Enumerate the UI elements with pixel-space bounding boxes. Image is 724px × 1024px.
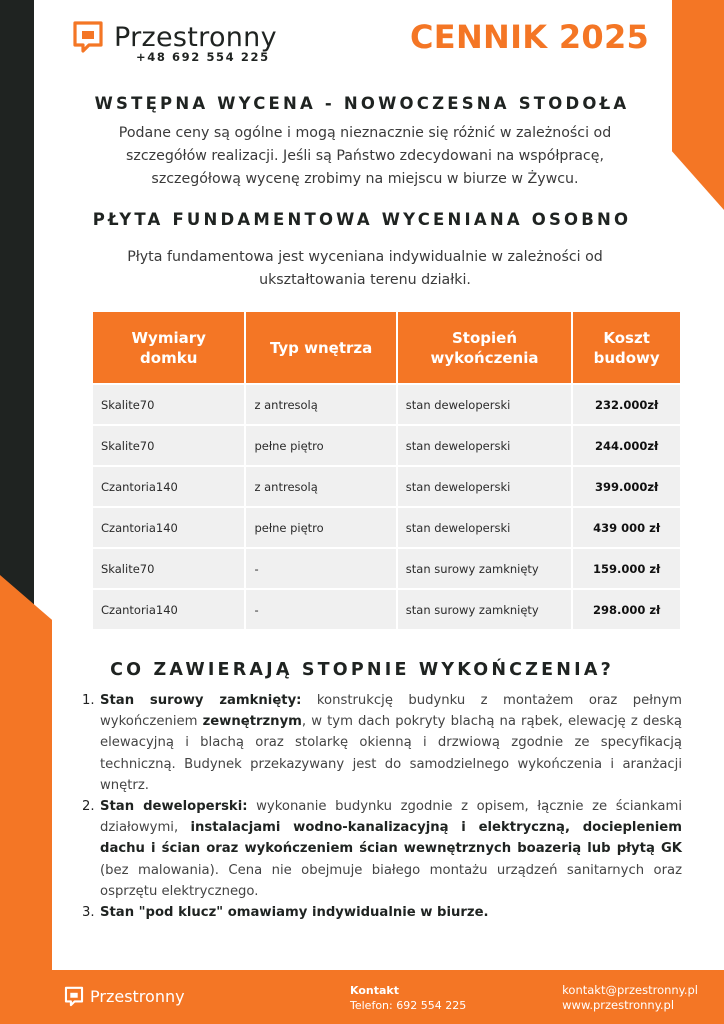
footer-brand [64,986,185,1007]
list-number: 1. [82,693,95,708]
list-item [82,796,682,902]
table-row [93,385,680,424]
list-number: 3. [82,905,95,921]
foundation-line: Płyta fundamentowa jest wyceniana indywidualnie w zależności od [127,249,603,265]
cell-model: Skalite70 [93,426,244,465]
footer-contact-label: Kontakt [350,984,399,997]
header-dimensions: Wymiary domku [93,312,244,383]
cell-interior: pełne piętro [246,508,395,547]
footer-brand-name: Przestronny [90,987,185,1006]
intro-line: szczegółów realizacji. Jeśli są Państwo zdecydowani na współpracę, [126,148,604,164]
intro-paragraph [60,122,670,191]
cell-cost: 232.000zł [573,385,680,424]
heading-finish-stages: CO ZAWIERAJĄ STOPNIE WYKOŃCZENIA? [110,660,614,680]
cell-interior: - [246,549,395,588]
cell-model: Czantoria140 [93,508,244,547]
heading-foundation: PŁYTA FUNDAMENTOWA WYCENIANA OSOBNO [92,210,632,229]
cell-stage: stan deweloperski [398,426,571,465]
cell-cost: 439 000 zł [573,508,680,547]
cell-stage: stan deweloperski [398,508,571,547]
house-logo-icon [64,986,84,1007]
cell-stage: stan surowy zamknięty [398,590,571,629]
cell-model: Skalite70 [93,549,244,588]
table-row [93,467,680,506]
list-number: 2. [82,799,95,815]
intro-line: Podane ceny są ogólne i mogą nieznacznie się różnić w zależności od [118,125,612,141]
heading-preliminary-quote: WSTĘPNA WYCENA - NOWOCZESNA STODOŁA [94,94,630,113]
footer-email-link[interactable]: kontakt@przestronny.pl [562,983,698,997]
cell-model: Skalite70 [93,385,244,424]
intro-line: szczegółową wycenę zrobimy na miejscu w biurze w Żywcu. [151,171,579,187]
table-header-row [93,312,680,383]
footer-phone: Telefon: 692 554 225 [350,999,467,1012]
table-row [93,549,680,588]
footer-contact [350,983,466,1013]
header-cost: Koszt budowy [573,312,680,383]
brand-name: Przestronny [114,21,277,53]
header-interior-type: Typ wnętrza [246,312,395,383]
cell-interior: z antresolą [246,467,395,506]
orange-corner-left [0,575,52,1024]
cell-cost: 244.000zł [573,426,680,465]
cell-stage: stan surowy zamknięty [398,549,571,588]
header-phone: +48 692 554 225 [136,50,270,64]
cell-cost: 399.000zł [573,467,680,506]
brand-logo [72,20,277,54]
cell-cost: 298.000 zł [573,590,680,629]
list-item [82,902,682,923]
price-table [91,310,682,631]
cell-interior: z antresolą [246,385,395,424]
foundation-paragraph [60,246,670,292]
cell-model: Czantoria140 [93,590,244,629]
table-row [93,426,680,465]
footer-bar [52,970,724,1024]
finish-stages-list [82,690,682,923]
table-row [93,508,680,547]
cell-interior: pełne piętro [246,426,395,465]
list-item-text: Stan "pod klucz" omawiamy indywidualnie w biurze. [100,905,489,921]
house-logo-icon [72,20,104,54]
footer-links [562,983,698,1013]
orange-corner-right [672,0,724,210]
cell-model: Czantoria140 [93,467,244,506]
page-title: CENNIK 2025 [410,18,650,56]
cell-cost: 159.000 zł [573,549,680,588]
list-item-text: Stan deweloperski: wykonanie budynku zgodnie z opisem, łącznie ze ściankami działowymi, instalacjami wodno-kanalizacyjną i elektryczną, dociepleniem dachu i ścian oraz wykończeniem ścian wewnętrznych boazerią lub płytą GK (bez malowania). Cena nie obejmuje białego montażu urządzeń sanitarnych oraz osprzętu elektrycznego. [100,799,682,899]
list-item [82,690,682,796]
footer-website-link[interactable]: www.przestronny.pl [562,998,675,1012]
list-item-text: Stan surowy zamknięty: konstrukcję budynku z montażem oraz pełnym wykończeniem zewnętrznym, w tym dach pokryty blachą na rąbek, elewację z deską elewacyjną i blachą oraz stolarkę okienną i drzwiową zgodnie ze specyfikacją techniczną. Budynek przekazywany jest do samodzielnego wykończenia i aranżacji wnętrz. [100,693,682,793]
header-finish-stage: Stopień wykończenia [398,312,571,383]
foundation-line: ukształtowania terenu działki. [259,272,471,288]
table-row [93,590,680,629]
cell-stage: stan deweloperski [398,385,571,424]
cell-interior: - [246,590,395,629]
cell-stage: stan deweloperski [398,467,571,506]
